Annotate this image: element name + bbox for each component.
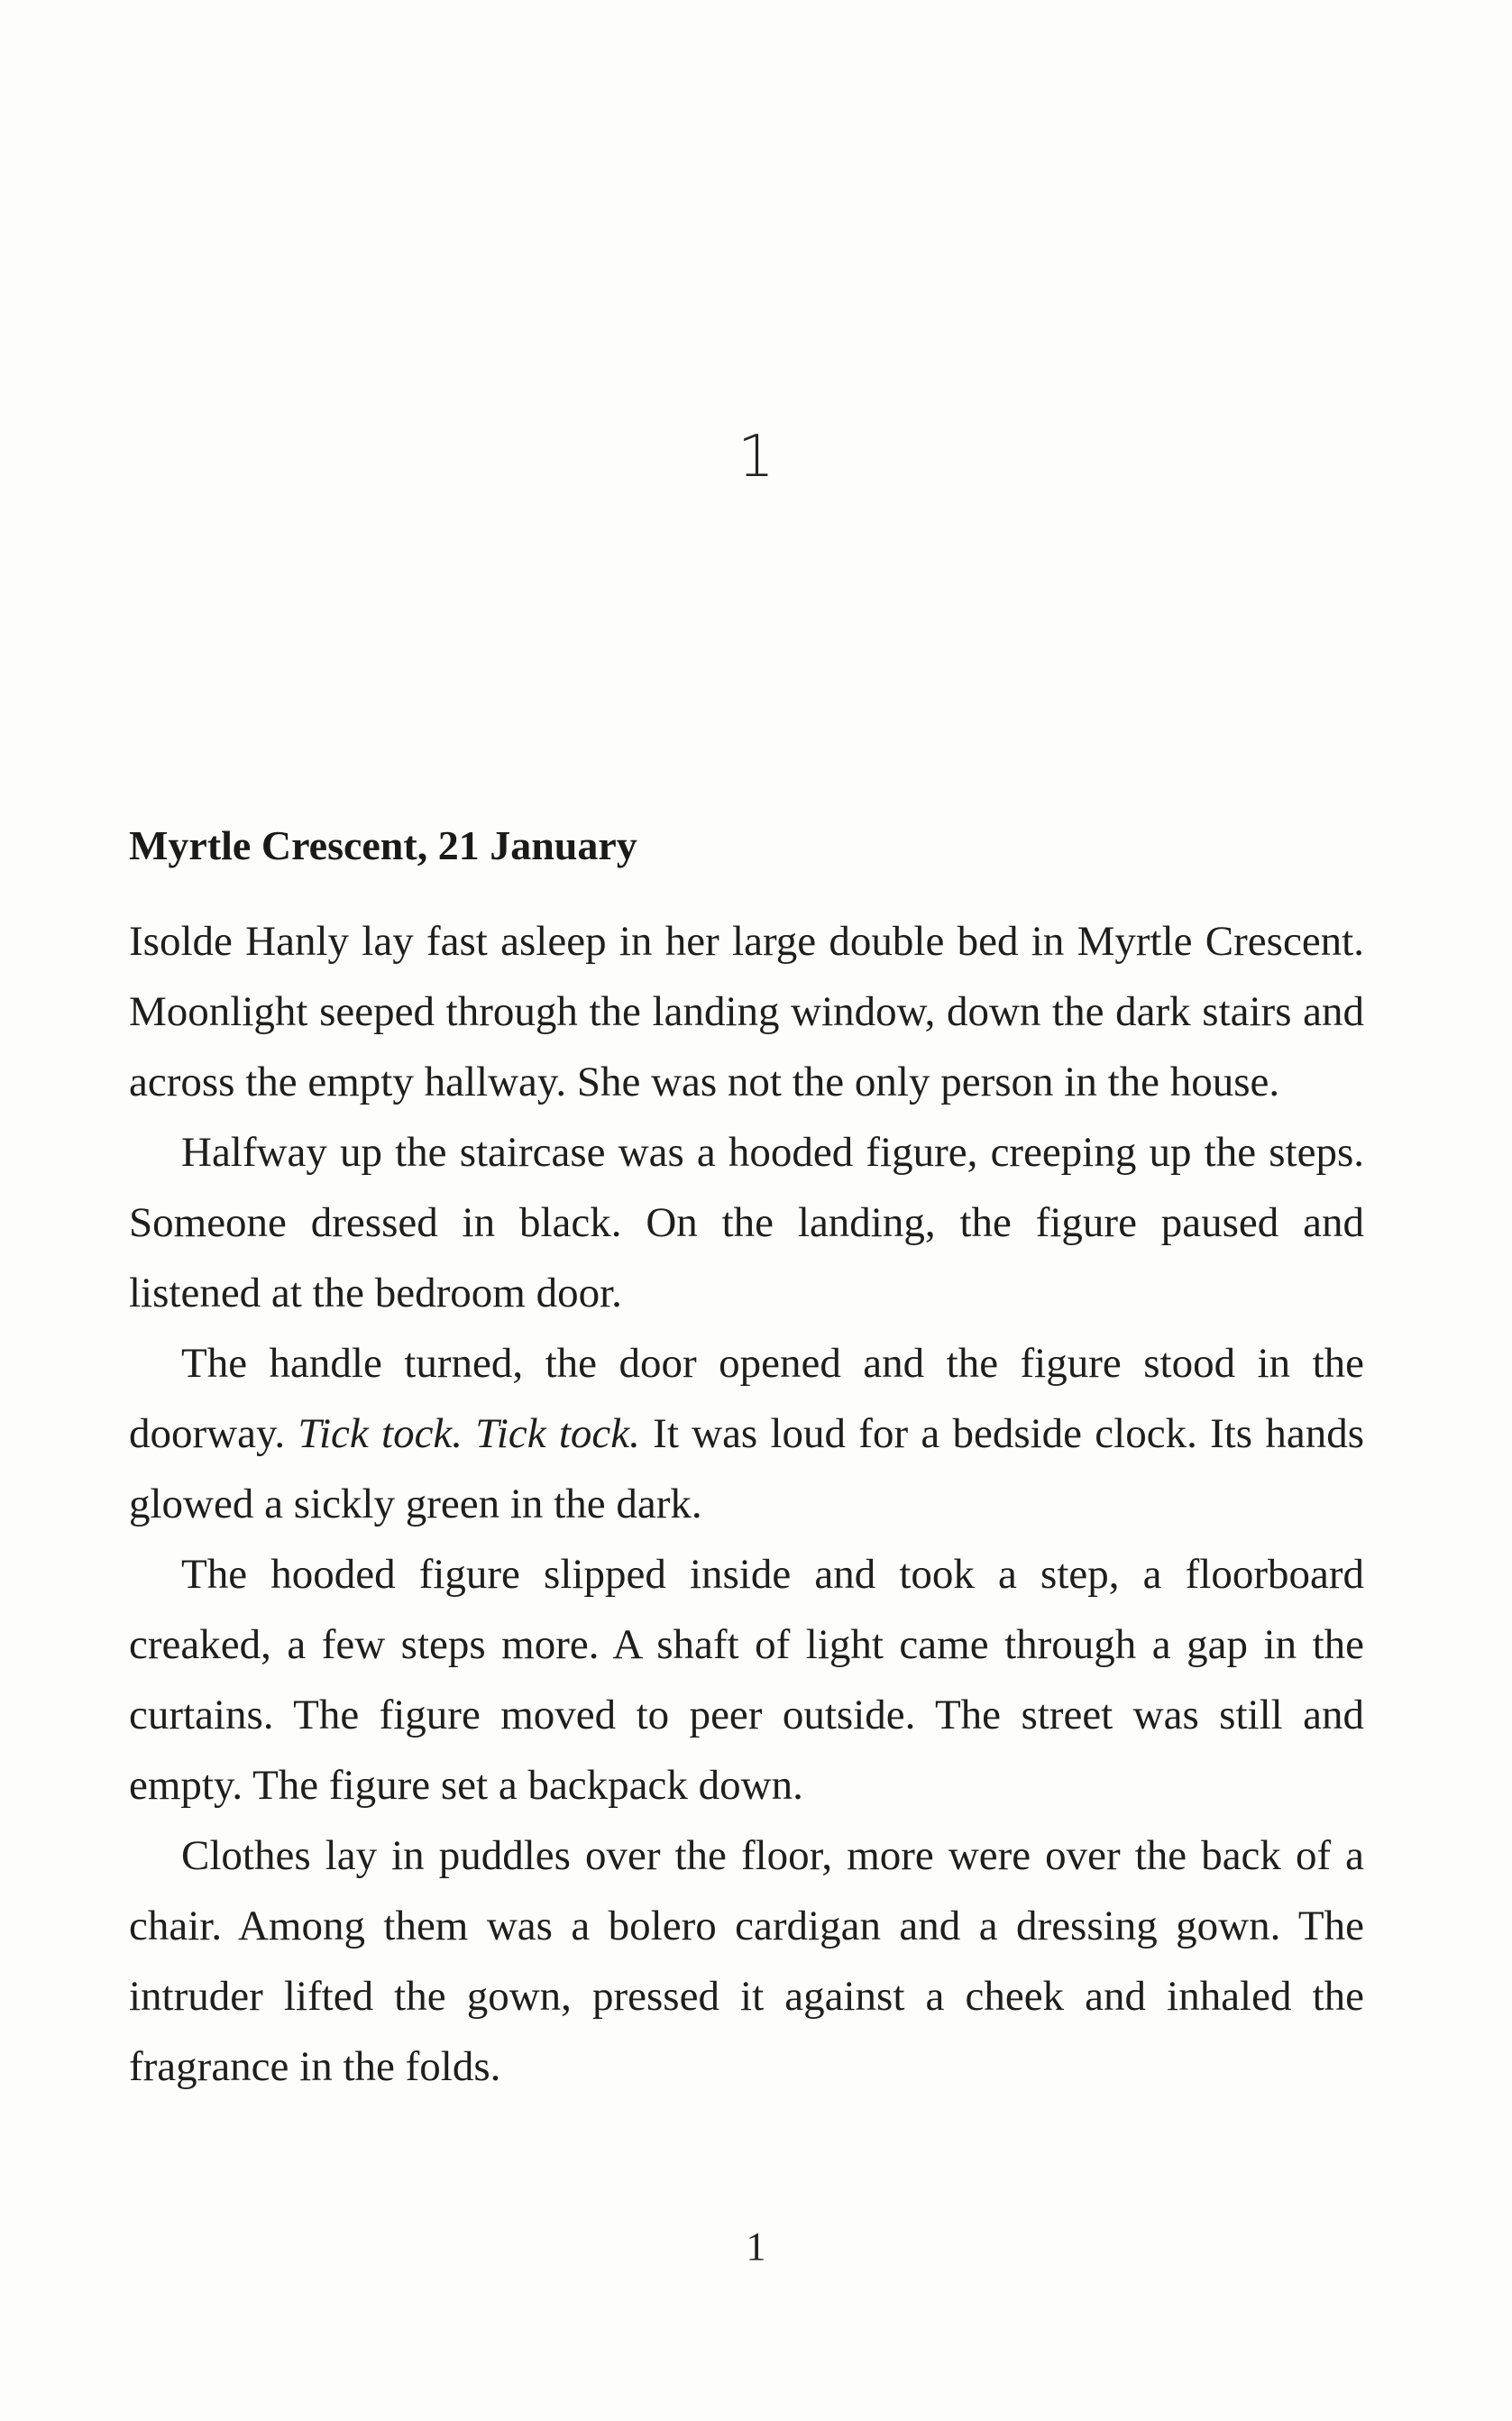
body-text <box>129 821 1364 2102</box>
paragraph-3-text-a: The handle turned, the door opened and the figure stood in the doorway. <box>129 1340 1364 1458</box>
chapter-number: 1 <box>738 424 774 491</box>
paragraph-1: Isolde Hanly lay fast asleep in her large double bed in Myrtle Crescent. Moonlight seeped through the landing window, down the dark stairs and across the empty hallway. She was not the only person in the house. <box>129 918 1364 1106</box>
paragraph-3 <box>129 1328 1364 1539</box>
paragraph-5: Clothes lay in puddles over the floor, more were over the back of a chair. Among them was a bolero cardigan and a dressing gown. The intruder lifted the gown, pressed it against a cheek and inhaled the fragrance in the folds. <box>129 1832 1364 2091</box>
paragraph-2: Halfway up the staircase was a hooded figure, creeping up the steps. Someone dressed in black. On the landing, the figure paused and listened at the bedroom door. <box>129 1129 1364 1317</box>
paragraph-3-text-b: It was loud for a bedside clock. Its hands glowed a sickly green in the dark. <box>129 1410 1364 1528</box>
section-heading: Myrtle Crescent, 21 January <box>129 822 637 868</box>
paragraph-3-italic-text: Tick tock. Tick tock. <box>298 1410 640 1458</box>
page-number: 1 <box>746 2224 766 2269</box>
paragraph-4: The hooded figure slipped inside and took a step, a floorboard creaked, a few steps more. A shaft of light came through a gap in the curtains. The figure moved to peer outside. The street was still and empty. The figure set a backpack down. <box>129 1551 1364 1810</box>
